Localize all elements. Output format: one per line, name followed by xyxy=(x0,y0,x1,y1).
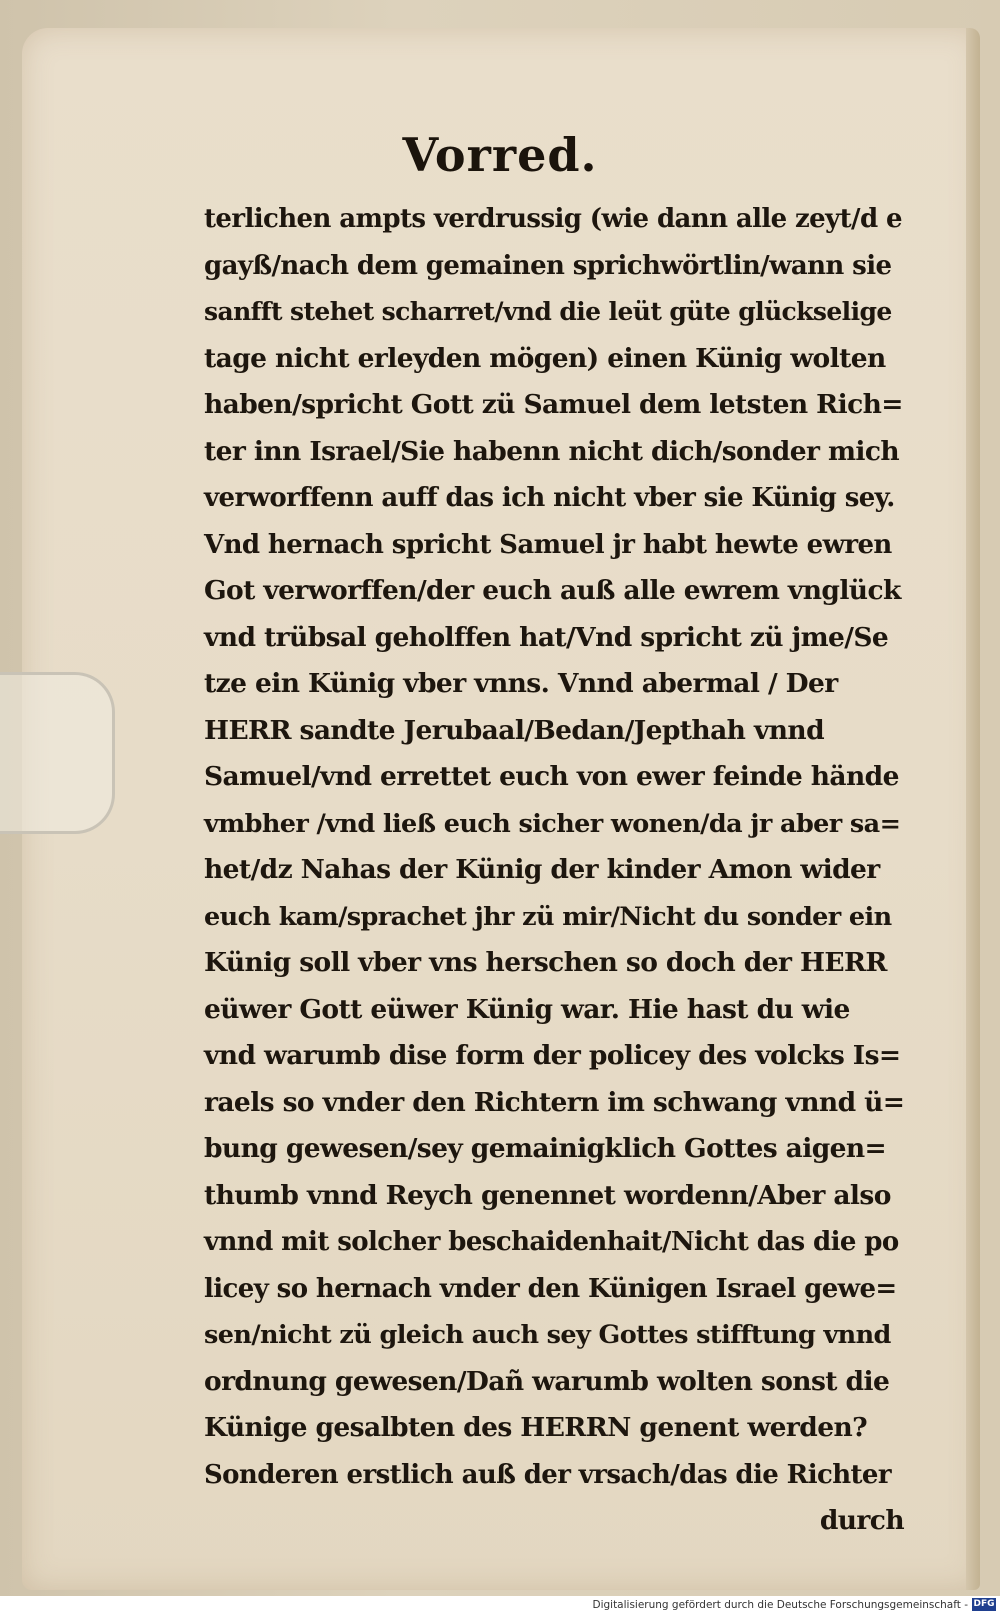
text-block xyxy=(204,196,904,1545)
text-line: licey so hernach vnder den Künigen Israel gewe= xyxy=(204,1273,897,1304)
text-line: vmbher /vnd ließ euch sicher wonen/da jr aber sa= xyxy=(204,808,901,839)
text-line: terlichen ampts verdrussig (wie dann alle zeyt/d e xyxy=(204,204,902,234)
page-heading: Vorred. xyxy=(402,128,598,182)
text-line: tze ein Künig vber vnns. Vnnd abermal / Der xyxy=(204,668,838,699)
text-line: thumb vnnd Reych genennet wordenn/Aber also xyxy=(204,1179,891,1211)
text-line: Sonderen erstlich auß der vrsach/das die Richter xyxy=(204,1459,891,1490)
text-line: ordnung gewesen/Dañ warumb wolten sonst die xyxy=(204,1365,890,1397)
text-line: tage nicht erleyden mögen) einen Künig wolten xyxy=(204,342,886,374)
text-line: Vnd hernach spricht Samuel jr habt hewte ewren xyxy=(204,529,892,560)
text-line: Künige gesalbten des HERRN genent werden? xyxy=(204,1412,868,1443)
text-line: gayß/nach dem gemainen sprichwörtlin/wann sie xyxy=(204,250,892,281)
text-line: vnnd mit solcher beschaidenhait/Nicht das die po xyxy=(204,1227,899,1257)
text-line: Künig soll vber vns herschen so doch der HERR xyxy=(204,947,887,978)
text-line: raels so vnder den Richtern im schwang vnnd ü= xyxy=(204,1086,905,1118)
text-line: ter inn Israel/Sie habenn nicht dich/sonder mich xyxy=(204,435,900,467)
catchword: durch xyxy=(819,1505,904,1536)
text-line: euch kam/sprachet jhr zü mir/Nicht du sonder ein xyxy=(204,901,892,932)
book-clip xyxy=(0,672,115,834)
text-line: HERR sandte Jerubaal/Bedan/Jepthah vnnd xyxy=(204,714,825,746)
text-line: Got verworffen/der euch auß alle ewrem vnglück xyxy=(204,575,901,606)
text-line: haben/spricht Gott zü Samuel dem letsten Rich= xyxy=(204,389,903,420)
text-line: vnd trübsal geholffen hat/Vnd spricht zü jme/Se xyxy=(204,621,889,653)
text-line: verworffenn auff das ich nicht vber sie Künig sey. xyxy=(204,483,895,513)
text-line: eüwer Gott eüwer Künig war. Hie hast du wie xyxy=(204,993,850,1025)
text-line: vnd warumb dise form der policey des volcks Is= xyxy=(204,1040,901,1071)
dfg-logo: DFG xyxy=(973,1599,995,1609)
text-line: sen/nicht zü gleich auch sey Gottes stifftung vnnd xyxy=(204,1320,891,1350)
page-edge xyxy=(966,28,980,1590)
text-line: Samuel/vnd errettet euch von ewer feinde hände xyxy=(204,761,899,792)
text-line: sanfft stehet scharret/vnd die leüt güte glückselige xyxy=(204,297,892,326)
text-line: bung gewesen/sey gemainigklich Gottes aigen= xyxy=(204,1133,887,1164)
text-line: het/dz Nahas der Künig der kinder Amon wider xyxy=(204,854,880,885)
footer-credit: Digitalisierung gefördert durch die Deutsche Forschungsgemeinschaft - xyxy=(592,1599,968,1611)
